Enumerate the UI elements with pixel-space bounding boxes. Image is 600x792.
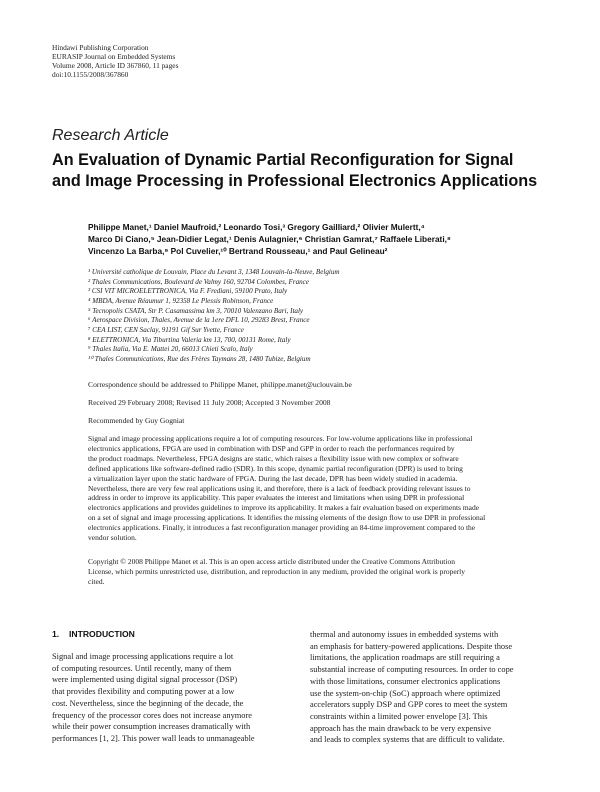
body-line: cost. Nevertheless, since the beginning of the decade, the <box>52 698 244 708</box>
body-line: an emphasis for battery-powered applications. Despite those <box>310 641 513 651</box>
affiliation-item: ² Thales Communications, Boulevard de Valmy 160, 92704 Colombes, France <box>88 277 309 286</box>
body-line: thermal and autonomy issues in embedded systems with <box>310 630 499 639</box>
body-line: substantial increase of computing resources. In order to cope <box>310 665 514 675</box>
abstract-line: vendor solution. <box>88 533 137 543</box>
abstract-line: electronics applications and provides guidelines to improve its applicability. It makes a fair evaluation based on experiments made <box>88 503 480 513</box>
body-line: with those limitations, consumer electronics applications <box>310 676 501 686</box>
body-column-left <box>52 651 292 745</box>
body-line: that provides flexibility and computing power at a low <box>52 687 235 697</box>
body-line: Signal and image processing applications require a lot <box>52 652 234 661</box>
abstract-line: Nevertheless, there are very few real applications using it, and therefore, there is a lack of feedback providing relevant issues to <box>88 483 471 493</box>
body-line: while their power consumption increases dramatically with <box>52 722 251 732</box>
affiliation-item: ⁴ MBDA, Avenue Réaumur 1, 92358 Le Plessis Robinson, France <box>88 296 274 305</box>
affiliation-item: ⁵ Tecnopolis CSATA, Str P. Casamassima km 3, 70010 Valenzano Bari, Italy <box>88 306 304 315</box>
abstract <box>88 434 553 543</box>
journal-volume: Volume 2008, Article ID 367860, 11 pages <box>52 61 179 70</box>
section-title: INTRODUCTION <box>69 629 135 639</box>
journal-doi: doi:10.1155/2008/367860 <box>52 70 129 79</box>
section-heading <box>52 629 135 639</box>
affiliation-item: ⁸ ELETTRONICA, Via Tiburtina Valeria km 13, 700, 00131 Rome, Italy <box>88 335 291 344</box>
affiliation-item: ¹⁰ Thales Communications, Rue des Frères Taymans 28, 1480 Tubize, Belgium <box>88 354 311 363</box>
journal-publisher: Hindawi Publishing Corporation <box>52 43 149 52</box>
body-line: were implemented using digital signal processor (DSP) <box>52 675 238 685</box>
affiliation-list <box>88 268 558 365</box>
affiliation-item: ³ CSI VIT MICROELETTRONICA, Via F. Frediani, 59100 Prato, Italy <box>88 287 288 296</box>
paper-title <box>52 150 572 191</box>
correspondence-note: Correspondence should be addressed to Philippe Manet, philippe.manet@uclouvain.be <box>88 380 352 389</box>
abstract-line: defined applications like software-defined radio (SDR). In this scope, dynamic partial reconfiguration (DPR) is used to bring <box>88 463 463 473</box>
abstract-line: electronics applications, FPGA are used in combination with DSP and GPP in order to reach the performances required by <box>88 443 455 453</box>
author-line: Vincenzo La Barba,⁹ Pol Cuvelier,¹⁰ Bertrand Rousseau,¹ and Paul Gelineau² <box>88 246 388 256</box>
journal-name: EURASIP Journal on Embedded Systems <box>52 52 176 61</box>
affiliation-item: ⁶ Aerospace Division, Thales, Avenue de la 1ere DFL 10, 29283 Brest, France <box>88 316 310 325</box>
copyright-line: License, which permits unrestricted use, distribution, and reproduction in any medium, provided the original work is properly <box>88 567 465 576</box>
title-line: and Image Processing in Professional Electronics Applications <box>52 171 538 190</box>
journal-header <box>52 43 178 79</box>
copyright-notice <box>88 557 553 587</box>
body-line: frequency of the processor cores does not increase anymore <box>52 710 252 720</box>
body-line: limitations, the application roadmaps are still requiring a <box>310 653 500 663</box>
body-line: performances [1, 2]. This power wall leads to unmanageable <box>52 733 255 743</box>
abstract-line: a virtualization layer upon the static hardware of FPGA. During the last decade, DPR has been widely studied in academia. <box>88 473 458 483</box>
body-column-right <box>310 629 555 746</box>
title-line: An Evaluation of Dynamic Partial Reconfiguration for Signal <box>52 151 514 169</box>
article-type: Research Article <box>52 127 169 144</box>
abstract-line: Signal and image processing applications require a lot of computing resources. For low-volume applications like in professional <box>88 434 473 443</box>
affiliation-item: ¹ Université catholique de Louvain, Place du Levant 3, 1348 Louvain-la-Neuve, Belgium <box>88 268 340 276</box>
body-line: approach has the main drawback to be very expensive <box>310 723 491 733</box>
author-list <box>88 221 558 257</box>
body-line: constraints within a limited power envelope [3]. This <box>310 711 488 721</box>
author-line: Marco Di Ciano,⁵ Jean-Didier Legat,¹ Denis Aulagnier,⁶ Christian Gamrat,⁷ Raffaele Liberati,⁸ <box>88 234 451 244</box>
body-line: use the system-on-chip (SoC) approach where optimized <box>310 688 501 698</box>
affiliation-item: ⁹ Thales Italia, Via E. Mattei 20, 66013 Chieti Scalo, Italy <box>88 345 253 354</box>
copyright-line: Copyright © 2008 Philippe Manet et al. This is an open access article distributed under the Creative Commons Attribution <box>88 557 455 566</box>
body-line: accelerators supply DSP and GPP cores to meet the system <box>310 700 508 710</box>
abstract-line: address in order to improve its applicability. This paper evaluates the interest and limitations when using DPR in professional <box>88 493 465 503</box>
abstract-line: electronics applications. Finally, it introduces a fast reconfiguration manager providing an 84-time improvement compared to the <box>88 523 476 533</box>
abstract-line: on a set of signal and image processing applications. It identifies the missing elements of the design flow to use DPR in professional <box>88 513 486 523</box>
abstract-line: the product roadmaps. Nevertheless, FPGA designs are static, which raises a flexibility issue with new complex or software <box>88 453 459 463</box>
copyright-line: cited. <box>88 577 105 586</box>
publication-dates: Received 29 February 2008; Revised 11 July 2008; Accepted 3 November 2008 <box>88 398 331 407</box>
recommended-by: Recommended by Guy Gogniat <box>88 416 185 425</box>
body-line: of computing resources. Until recently, many of them <box>52 663 232 673</box>
affiliation-item: ⁷ CEA LIST, CEN Saclay, 91191 Gif Sur Yvette, France <box>88 325 244 334</box>
section-number: 1. <box>52 629 60 639</box>
body-line: and leads to complex systems that are difficult to validate. <box>310 735 505 745</box>
author-line: Philippe Manet,¹ Daniel Maufroid,² Leonardo Tosi,³ Gregory Gailliard,² Olivier Mulertt,⁴ <box>88 222 425 232</box>
